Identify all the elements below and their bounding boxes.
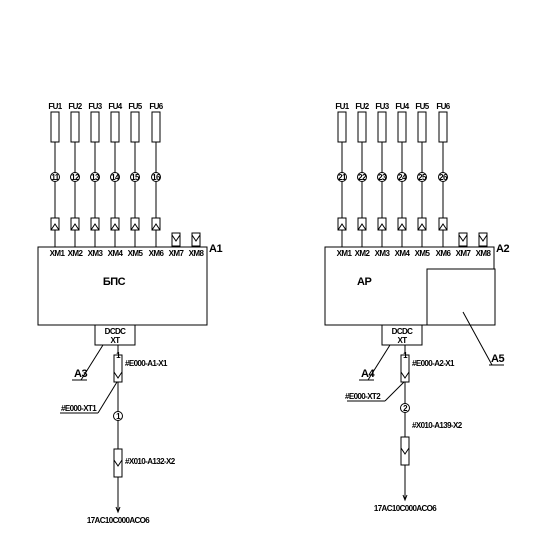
connector-label: XM4 bbox=[107, 249, 123, 258]
fuse bbox=[398, 112, 406, 142]
dcdc-connector-label: XT bbox=[397, 336, 407, 345]
plug-label: #E000-A1-X1 bbox=[125, 359, 167, 368]
wire-number: 26 bbox=[439, 173, 447, 182]
cable-number: 2 bbox=[403, 404, 407, 413]
inner-module bbox=[427, 269, 495, 325]
wire-number: 13 bbox=[91, 173, 99, 182]
sub-designator: A4 bbox=[361, 368, 375, 380]
fuse bbox=[91, 112, 99, 142]
spare-socket bbox=[479, 233, 487, 246]
cable-label: #E000-XT1 bbox=[61, 404, 97, 413]
connector-label: XM8 bbox=[475, 249, 491, 258]
plug-label: #E000-A2-X1 bbox=[412, 359, 454, 368]
fuse-label: FU1 bbox=[48, 102, 62, 111]
connector-label: XM4 bbox=[394, 249, 410, 258]
cable-leader bbox=[98, 382, 117, 413]
connector-label: XM1 bbox=[336, 249, 352, 258]
wire-number: 16 bbox=[152, 173, 160, 182]
fuse bbox=[338, 112, 346, 142]
spare-socket bbox=[172, 233, 180, 246]
wire-number: 15 bbox=[131, 173, 139, 182]
plug2-label: #X010-A132-X2 bbox=[125, 457, 175, 466]
wire-number: 24 bbox=[398, 173, 406, 182]
connector-label: XM3 bbox=[374, 249, 390, 258]
connector-label: XM1 bbox=[49, 249, 65, 258]
connector-label: XM2 bbox=[354, 249, 370, 258]
dcdc-label: DCDC bbox=[104, 327, 126, 336]
destination-label: 17AC10C000ACO6 bbox=[373, 504, 437, 513]
fuse bbox=[131, 112, 139, 142]
connector-label: XM6 bbox=[435, 249, 451, 258]
connector-label: XM6 bbox=[148, 249, 164, 258]
wire-number: 11 bbox=[51, 173, 59, 182]
connector-label: XM2 bbox=[67, 249, 83, 258]
plug2-body bbox=[114, 449, 122, 477]
right-block bbox=[325, 102, 509, 513]
pin-label: 1 bbox=[403, 351, 407, 360]
wire-number: 25 bbox=[418, 173, 426, 182]
destination-label: 17AC10C000ACO6 bbox=[86, 516, 150, 525]
connector-label: XM7 bbox=[168, 249, 184, 258]
pin-label: 1 bbox=[116, 351, 120, 360]
dcdc-label: DCDC bbox=[391, 327, 413, 336]
fuse bbox=[71, 112, 79, 142]
wire-number: 12 bbox=[71, 173, 79, 182]
unit-title: БПС bbox=[102, 276, 126, 288]
cable-label: #E000-XT2 bbox=[345, 392, 381, 401]
connector-label: XM7 bbox=[455, 249, 471, 258]
connector-label: XM8 bbox=[188, 249, 204, 258]
fuse bbox=[152, 112, 160, 142]
fuse bbox=[358, 112, 366, 142]
cable-leader bbox=[385, 382, 404, 401]
plug2-body bbox=[401, 437, 409, 465]
fuse-label: FU1 bbox=[335, 102, 349, 111]
fuse-label: FU3 bbox=[88, 102, 102, 111]
wire-number: 14 bbox=[111, 173, 119, 182]
plug2-label: #X010-A139-X2 bbox=[412, 421, 462, 430]
fuse bbox=[111, 112, 119, 142]
wire-number: 21 bbox=[338, 173, 346, 182]
wire-number: 22 bbox=[358, 173, 366, 182]
spare-socket bbox=[192, 233, 200, 246]
fuse-label: FU4 bbox=[395, 102, 409, 111]
fuse-label: FU6 bbox=[149, 102, 163, 111]
fuse bbox=[418, 112, 426, 142]
dcdc-connector-label: XT bbox=[110, 336, 120, 345]
wire-number: 23 bbox=[378, 173, 386, 182]
left-block bbox=[38, 102, 222, 525]
unit-designator: A2 bbox=[496, 243, 510, 255]
fuse-label: FU2 bbox=[68, 102, 82, 111]
fuse-label: FU4 bbox=[108, 102, 122, 111]
inner-designator: A5 bbox=[491, 353, 505, 365]
connector-label: XM3 bbox=[87, 249, 103, 258]
fuse-label: FU2 bbox=[355, 102, 369, 111]
connector-label: XM5 bbox=[414, 249, 430, 258]
fuse bbox=[51, 112, 59, 142]
cable-number: 1 bbox=[116, 412, 120, 421]
unit-title: AP bbox=[357, 276, 372, 288]
sub-designator: A3 bbox=[74, 368, 88, 380]
fuse-label: FU6 bbox=[436, 102, 450, 111]
fuse-label: FU3 bbox=[375, 102, 389, 111]
fuse bbox=[439, 112, 447, 142]
connector-label: XM5 bbox=[127, 249, 143, 258]
fuse-label: FU5 bbox=[415, 102, 429, 111]
spare-socket bbox=[459, 233, 467, 246]
unit-designator: A1 bbox=[209, 243, 223, 255]
fuse-label: FU5 bbox=[128, 102, 142, 111]
fuse bbox=[378, 112, 386, 142]
